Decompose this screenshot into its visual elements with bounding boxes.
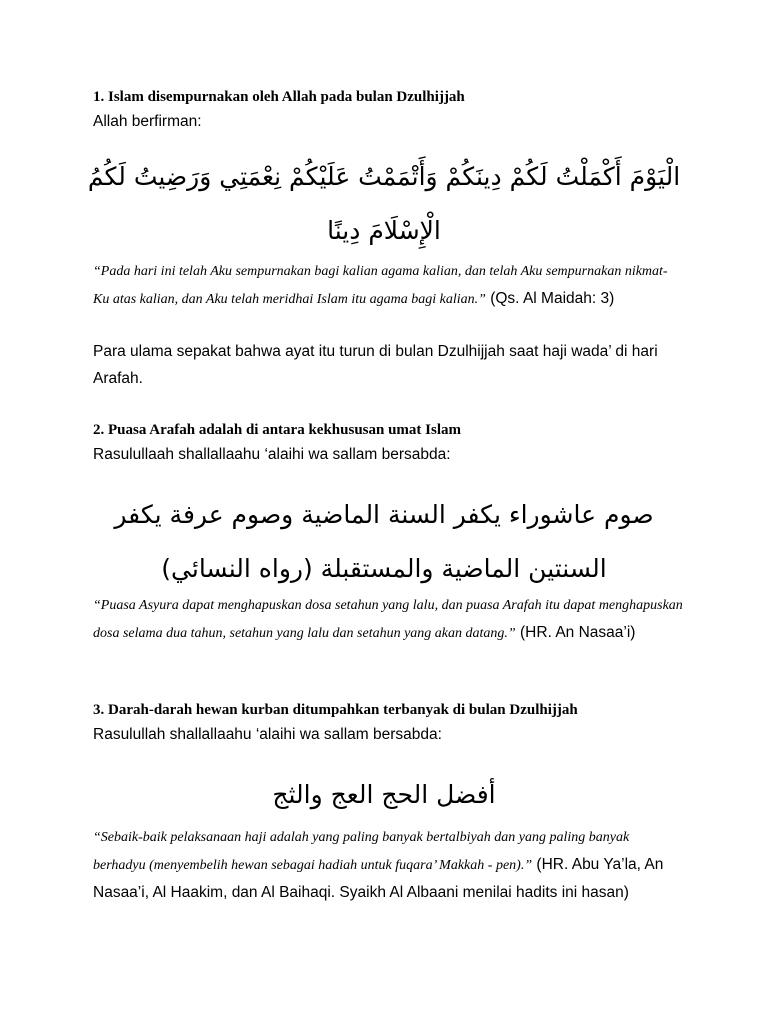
section-1-intro: Allah berfirman: — [93, 113, 202, 130]
section-2-source: (HR. An Nasaa’i) — [520, 624, 636, 641]
section-2-arabic-hadith: صوم عاشوراء يكفر السنة الماضية وصوم عرفة يكفر السنتين الماضية والمستقبلة (رواه النسائي) — [114, 500, 654, 583]
section-2-heading: 2. Puasa Arafah adalah di antara kekhususan umat Islam — [93, 422, 462, 438]
section-3-source: (HR. Abu Ya’la, An Nasaa’i, Al Haakim, dan Al Baihaqi. Syaikh Al Albaani menilai hadits ini hasan) — [93, 856, 664, 901]
section-3-translation-block — [93, 823, 683, 906]
section-3-heading: 3. Darah-darah hewan kurban ditumpahkan terbanyak di bulan Dzulhijjah — [93, 702, 578, 718]
section-3-intro: Rasulullah shallallaahu ‘alaihi wa sallam bersabda: — [93, 726, 442, 743]
section-1-source: (Qs. Al Maidah: 3) — [490, 290, 615, 307]
section-2-translation-block — [93, 591, 683, 647]
section-1-arabic-verse: الْيَوْمَ أَكْمَلْتُ لَكُمْ دِينَكُمْ وَأَتْمَمْتُ عَلَيْكُمْ نِعْمَتِي وَرَضِيتُ لَكُمُ الْإِسْلَامَ دِينًا — [87, 162, 681, 245]
section-2-translation: “Puasa Asyura dapat menghapuskan dosa setahun yang lalu, dan puasa Arafah itu dapat menghapuskan dosa selama dua tahun, setahun yang lalu dan setahun yang akan datang.” — [93, 598, 683, 641]
section-1-note: Para ulama sepakat bahwa ayat itu turun di bulan Dzulhijjah saat haji wada’ di hari Arafah. — [93, 343, 658, 387]
section-3-arabic-hadith: أفضل الحج العج والثج — [272, 780, 496, 809]
section-2-intro: Rasulullaah shallallaahu ‘alaihi wa sallam bersabda: — [93, 446, 451, 463]
section-1-translation: “Pada hari ini telah Aku sempurnakan bagi kalian agama kalian, dan telah Aku sempurnakan nikmat-Ku atas kalian, dan Aku telah meridhai Islam itu agama bagi kalian.” — [93, 264, 668, 307]
section-1-heading: 1. Islam disempurnakan oleh Allah pada bulan Dzulhijjah — [93, 89, 465, 105]
section-3-translation: “Sebaik-baik pelaksanaan haji adalah yang paling banyak bertalbiyah dan yang paling banyak berhadyu (menyembelih hewan sebagai hadiah untuk fuqara’ Makkah - pen).” — [93, 830, 630, 873]
section-1-translation-block — [93, 257, 683, 313]
